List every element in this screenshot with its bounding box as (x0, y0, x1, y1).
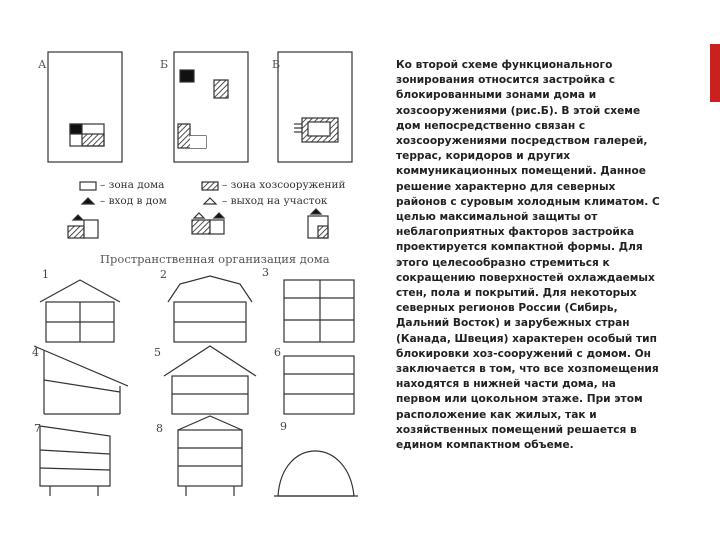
house-section-1 (40, 280, 120, 342)
scheme-b-label: Б (160, 58, 169, 71)
section-number-3: 3 (262, 266, 269, 279)
block-a (68, 215, 98, 238)
section-number-9: 9 (280, 420, 287, 433)
scheme-b-plan (102, 52, 248, 162)
house-section-4 (34, 346, 128, 414)
house-section-2 (168, 276, 252, 342)
section-number-7: 7 (34, 422, 41, 435)
body-text: Ко второй схеме функционального зонирования относится застройка с блокированными зонами дома и хозсооружениями (рис.Б). В этой схеме дом непосредственно связан с хозсооружениями посредством галерей, террас, коридоров и других коммуникационных помещений. Данное решение характерно для северных районов с суровым холодным климатом. С целью максимальной защиты от неблагоприятных факторов застройка проектируется компактной формы. Для этого целесообразно стремиться к сокращению поверхностей охлаждаемых стен, пола и покрытий. Для некоторых северных регионов России (Сибирь, Дальний Восток) и зарубежных стран (Канада, Швеция) характерен особый тип блокировки хоз-сооружений с домом. Он заключается в том, что все хозпомещения находятся в нижней части дома, на первом или цокольном этаже. При этом расположение как жилых, так и хозяйственных помещений решается в едином компактном объеме. (396, 59, 660, 452)
legend-entrance-icon (82, 198, 94, 204)
section-number-5: 5 (154, 346, 161, 359)
figure-caption: Пространственная организация дома (100, 252, 330, 266)
zoning-figure (28, 40, 373, 515)
section-number-1: 1 (42, 268, 49, 281)
house-section-8 (178, 416, 242, 496)
section-number-2: 2 (160, 268, 167, 281)
scheme-v-label: В (272, 58, 281, 71)
legend-house-zone: – зона дома (100, 179, 165, 191)
legend-house-swatch (80, 182, 96, 190)
legend-utility-swatch (202, 182, 218, 190)
house-section-5 (164, 346, 256, 414)
legend-exit-icon (204, 198, 216, 204)
section-number-4: 4 (32, 346, 39, 359)
house-section-6 (284, 356, 354, 414)
section-number-6: 6 (274, 346, 281, 359)
legend-utility-zone: – зона хозсооружений (222, 179, 346, 191)
zoning-drawing (28, 40, 373, 515)
scheme-a-label: А (38, 58, 47, 71)
scheme-a-plan (48, 52, 122, 162)
legend-house-entrance: – вход в дом (100, 195, 167, 207)
house-section-7 (40, 426, 110, 496)
house-section-9 (274, 451, 358, 496)
accent-bar (710, 44, 720, 102)
block-v (308, 209, 328, 238)
house-section-3 (284, 280, 354, 342)
section-number-8: 8 (156, 422, 163, 435)
legend-plot-exit: – выход на участок (222, 195, 328, 207)
scheme-v-plan (278, 52, 352, 162)
block-b (192, 213, 224, 234)
